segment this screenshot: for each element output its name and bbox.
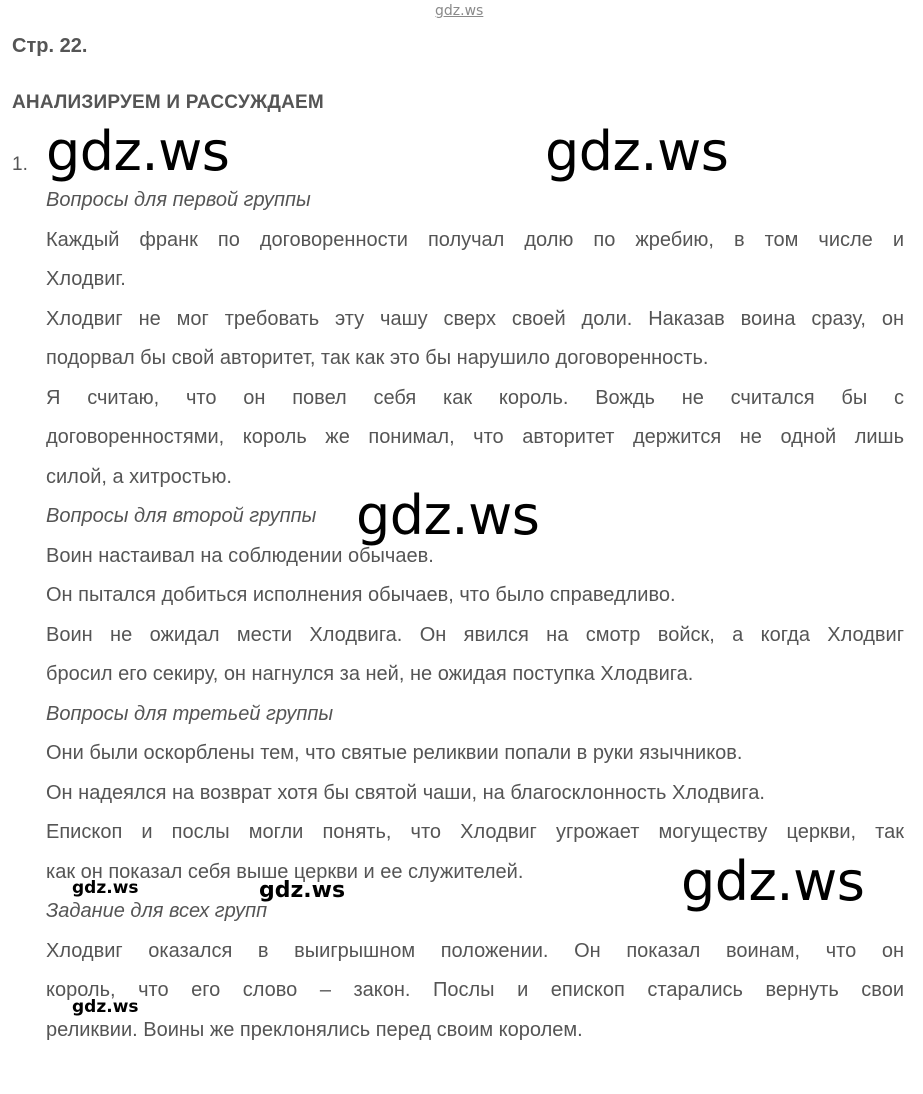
group-heading-3: Вопросы для третьей группы [46,702,334,725]
item-number: 1. [12,154,28,175]
text-line: король, что его слово – закон. Послы и епископ старались вернуть свои [46,979,904,1001]
text-line: Епископ и послы могли понять, что Хлодвиг угрожает могуществу церкви, так [46,821,904,843]
page-number-label: Стр. 22. [12,35,88,57]
text-line: как он показал себя выше церкви и ее служителей. [46,860,524,883]
text-line: Воин не ожидал мести Хлодвига. Он явился на смотр войск, а когда Хлодвиг [46,623,904,646]
watermark-medium: gdz.ws [259,878,346,903]
text-line: Я считаю, что он повел себя как король. Вождь не считался бы с [46,386,904,409]
text-line: подорвал бы свой авторитет, так как это бы нарушило договоренность. [46,347,709,369]
text-line: силой, а хитростью. [46,465,232,488]
text-line: Он надеялся на возврат хотя бы святой чаши, на благосклонность Хлодвига. [46,781,765,804]
watermark-large: gdz.ws [681,850,865,913]
group-heading-2: Вопросы для второй группы [46,505,317,527]
watermark-small: gdz.ws [72,997,139,1017]
text-line: Хлодвиг оказался в выигрышном положении. Он показал воинам, что он [46,939,904,962]
group-heading-1: Вопросы для первой группы [46,189,311,211]
text-line: Хлодвиг не мог требовать эту чашу сверх своей доли. Наказав воина сразу, он [46,307,904,330]
answer-text [46,181,904,1050]
text-line: бросил его секиру, он нагнулся за ней, не ожидая поступка Хлодвига. [46,663,694,685]
watermark-large: gdz.ws [356,484,540,547]
watermark-large: gdz.ws [46,120,230,183]
watermark-top: gdz.ws [435,3,484,19]
text-line: реликвии. Воины же преклонялись перед своим королем. [46,1018,583,1041]
text-line: Они были оскорблены тем, что святые реликвии попали в руки язычников. [46,742,743,764]
group-heading-all: Задание для всех групп [46,900,268,922]
text-line: Хлодвиг. [46,268,126,290]
section-title: АНАЛИЗИРУЕМ И РАССУЖДАЕМ [12,92,324,113]
text-line: Он пытался добиться исполнения обычаев, что было справедливо. [46,584,676,606]
text-line: договоренностями, король же понимал, что авторитет держится не одной лишь [46,426,904,448]
watermark-large: gdz.ws [545,120,729,183]
watermark-small: gdz.ws [72,878,139,898]
text-line: Каждый франк по договоренности получал долю по жребию, в том числе и [46,228,904,251]
text-line: Воин настаивал на соблюдении обычаев. [46,544,434,567]
